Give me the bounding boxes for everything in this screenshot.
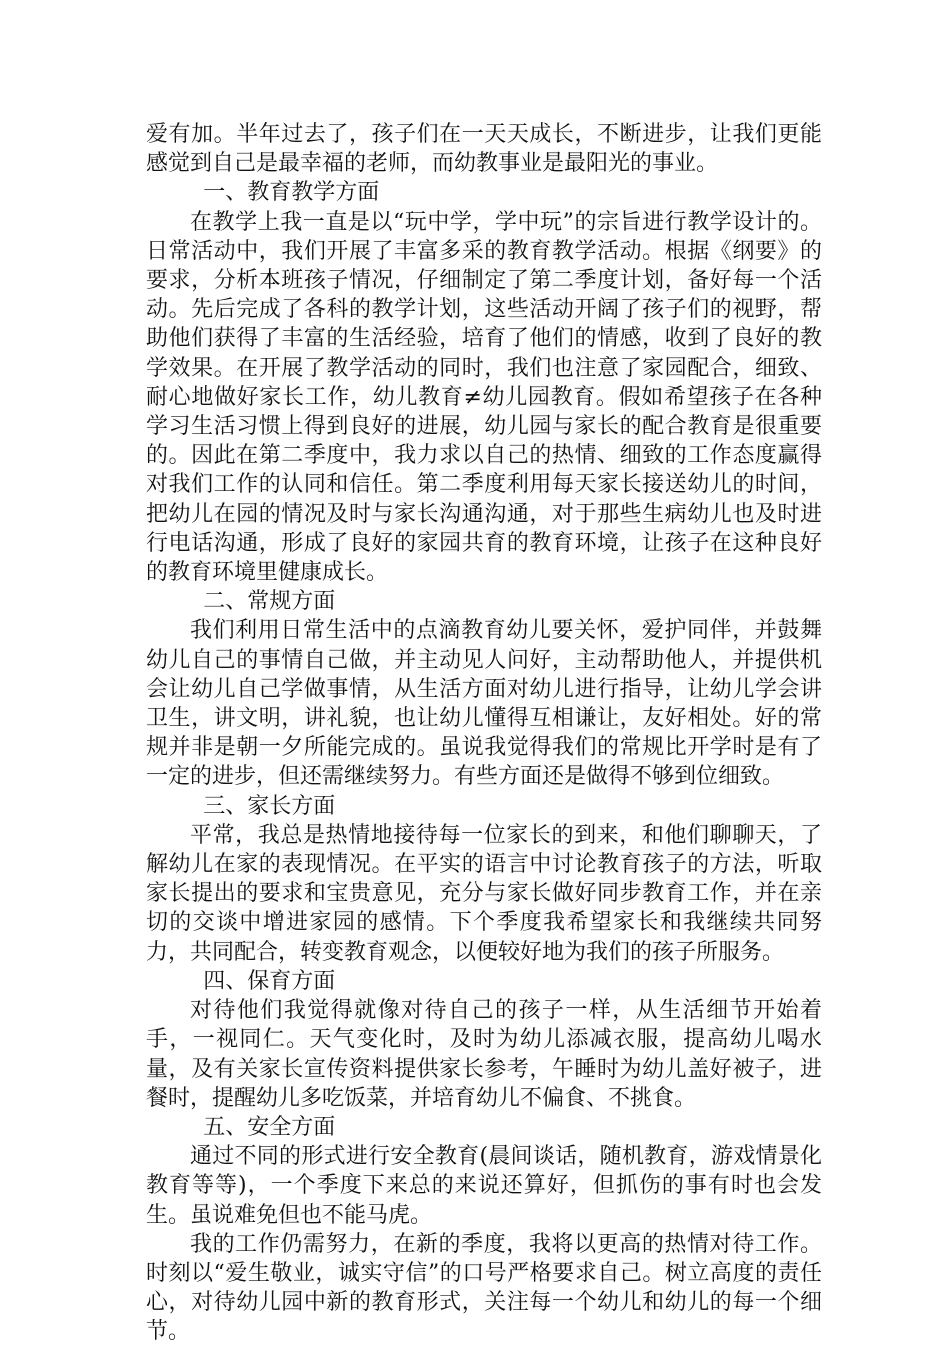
- section-body-teaching: 在教学上我一直是以“玩中学，学中玩”的宗旨进行教学设计的。日常活动中，我们开展了丰富多采的教育教学活动。根据《纲要》的要求，分析本班孩子情况，仔细制定了第二季度计划，备好每一个活动。先后完成了各科的教学计划，这些活动开阔了孩子们的视野，帮助他们获得了丰富的生活经验，培育了他们的情感，收到了良好的教学效果。在开展了教学活动的同时，我们也注意了家园配合，细致、耐心地做好家长工作，幼儿教育≠幼儿园教育。假如希望孩子在各种学习生活习惯上得到良好的进展，幼儿园与家长的配合教育是很重要的。因此在第二季度中，我力求以自己的热情、细致的工作态度赢得对我们工作的认同和信任。第二季度利用每天家长接送幼儿的时间，把幼儿在园的情况及时与家长沟通沟通，对于那些生病幼儿也及时进行电话沟通，形成了良好的家园共育的教育环境，让孩子在这种良好的教育环境里健康成长。: [146, 209, 822, 586]
- section-body-care: 对待他们我觉得就像对待自己的孩子一样，从生活细节开始着手，一视同仁。天气变化时，及时为幼儿添减衣服，提高幼儿喝水量，及有关家长宣传资料提供家长参考，午睡时为幼儿盖好被子，进餐时，提醒幼儿多吃饭菜，并培育幼儿不偏食、不挑食。: [146, 998, 822, 1111]
- section-heading-teaching: 一、教育教学方面: [203, 180, 380, 206]
- section-heading-parents: 三、家长方面: [203, 793, 336, 819]
- closing-paragraph: 我的工作仍需努力，在新的季度，我将以更高的热情对待工作。时刻以“爱生敬业，诚实守信”的口号严格要求自己。树立高度的责任心，对待幼儿园中新的教育形式，关注每一个幼儿和幼儿的每一个细节。: [146, 1231, 822, 1345]
- section-heading-care: 四、保育方面: [203, 968, 336, 994]
- section-body-parents: 平常，我总是热情地接待每一位家长的到来，和他们聊聊天，了解幼儿在家的表现情况。在平实的语言中讨论教育孩子的方法，听取家长提出的要求和宝贵意见，充分与家长做好同步教育工作，并在亲切的交谈中增进家园的感情。下个季度我希望家长和我继续共同努力，共同配合，转变教育观念，以便较好地为我们的孩子所服务。: [146, 822, 822, 965]
- document-page: [146, 120, 822, 1347]
- section-body-routine: 我们利用日常生活中的点滴教育幼儿要关怀，爱护同伴，并鼓舞幼儿自己的事情自己做，并主动见人问好，主动帮助他人，并提供机会让幼儿自己学做事情，从生活方面对幼儿进行指导，让幼儿学会讲卫生，讲文明，讲礼貌，也让幼儿懂得互相谦让，友好相处。好的常规并非是朝一夕所能完成的。虽说我觉得我们的常规比开学时是有了一定的进步，但还需继续努力。有些方面还是做得不够到位细致。: [146, 618, 822, 790]
- section-heading-routine: 二、常规方面: [203, 589, 336, 615]
- section-heading-safety: 五、安全方面: [203, 1114, 336, 1140]
- intro-paragraph: 爱有加。半年过去了，孩子们在一天天成长，不断进步，让我们更能感觉到自己是最幸福的老师，而幼教事业是最阳光的事业。: [146, 122, 822, 177]
- section-body-safety: 通过不同的形式进行安全教育(晨间谈话，随机教育，游戏情景化教育等等)，一个季度下来总的来说还算好，但抓伤的事有时也会发生。虽说难免但也不能马虎。: [146, 1144, 822, 1228]
